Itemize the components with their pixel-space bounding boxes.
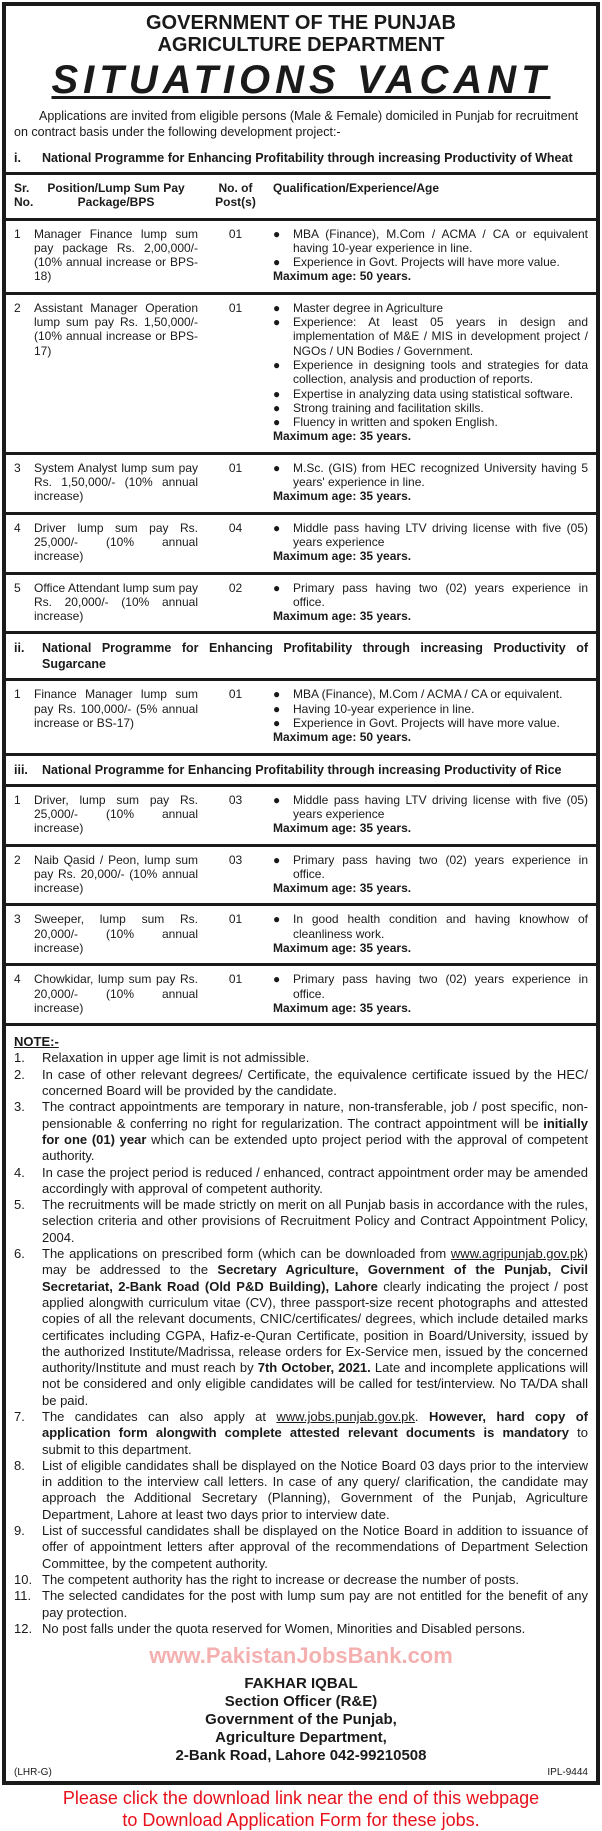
bullet-text: Experience: At least 05 years in design and implementation of M&E / MIS in development project / NGOs / UN Bodies / Government. xyxy=(293,315,588,358)
note-text xyxy=(42,1458,588,1523)
max-age: Maximum age: 35 years. xyxy=(273,549,412,564)
qualification-bullet xyxy=(273,702,588,716)
note-fragment: . xyxy=(414,1409,429,1424)
note-number: 1. xyxy=(14,1050,25,1066)
note-fragment: 7th October, 2021. xyxy=(257,1360,371,1376)
note-item xyxy=(14,1523,588,1572)
note-fragment: In case of other relevant degrees/ Certificate, the equivalence certificate issued by the HEC/ concerned Board will be provided by the candidate. xyxy=(42,1066,588,1099)
note-item xyxy=(14,1588,588,1621)
note-fragment: List of successful candidates shall be displayed on the Notice Board in addition to issuance of offer of appointment letters after approval of the recommendations of Department Selection Committee, by the competent authority. xyxy=(42,1523,588,1571)
row-posts: 01 xyxy=(228,300,243,315)
qualification-bullet xyxy=(273,581,588,610)
qualification-bullet xyxy=(273,972,588,1001)
row-qualification xyxy=(273,972,588,1015)
note-item xyxy=(14,1621,588,1637)
note-text xyxy=(42,1099,588,1164)
row-position: Assistant Manager Operation lump sum pay Rs. 1,50,000/- (10% annual increase or BPS-17) xyxy=(34,300,198,358)
note-text xyxy=(42,1197,588,1246)
section-title-row xyxy=(14,634,588,678)
note-item xyxy=(14,1458,588,1523)
note-fragment: to submit to this department. xyxy=(42,1425,588,1457)
note-fragment: The selected candidates for the post with lump sum pay are not entitled for the benefit of any pay protection. xyxy=(42,1588,588,1620)
qualification-bullet xyxy=(273,716,588,730)
website-link[interactable]: www.jobs.punjab.gov.pk xyxy=(276,1409,415,1424)
row-position: System Analyst lump sum pay Rs. 1,50,000/- (10% annual increase) xyxy=(34,460,198,504)
bullet-icon: ● xyxy=(273,460,281,475)
row-sr: 2 xyxy=(14,852,21,867)
bullet-text: Middle pass having LTV driving license with five (05) years experience xyxy=(293,792,588,821)
max-age: Maximum age: 50 years. xyxy=(273,269,412,284)
table-row xyxy=(6,847,596,907)
note-fragment: Secretary Agriculture, Government of the Punjab, Civil Secretariat, 2-Bank Road (Old P&D Building), Lahore xyxy=(42,1262,588,1294)
note-text xyxy=(42,1409,588,1458)
headline: SITUATIONS VACANT xyxy=(51,58,551,102)
row-sr: 3 xyxy=(14,460,21,475)
table-row xyxy=(6,295,596,455)
vacancy-tables xyxy=(14,140,588,1026)
note-fragment: Late and incomplete applications will not be considered and only eligible candidates will be called for test/interview. No TA/DA shall be paid. xyxy=(42,1360,588,1408)
note-fragment: However, hard copy of application form alongwith complete attested relevant documents is mandatory xyxy=(42,1409,588,1441)
bullet-text: Master degree in Agriculture xyxy=(293,300,444,315)
row-qualification xyxy=(273,461,588,504)
signatory-address: 2-Bank Road, Lahore 042-99210508 xyxy=(175,1747,427,1765)
bullet-text: Primary pass having two (02) years experience in office. xyxy=(293,580,588,609)
qualification-bullet xyxy=(273,793,588,822)
note-fragment: No post falls under the quota reserved for Women, Minorities and Disabled persons. xyxy=(42,1620,526,1636)
bullet-text: Primary pass having two (02) years experience in office. xyxy=(293,972,588,1001)
note-fragment: List of eligible candidates shall be displayed on the Notice Board 03 days prior to the interview in addition to the interview call letters. In case of any query/ clarification, the candidate may approach the Additional Secretary (Planning), Government of the Punjab, Agriculture Department, Lahore at least two days prior to interview date. xyxy=(42,1457,588,1522)
section-heading xyxy=(6,756,596,787)
bullet-text: In good health condition and having knowhow of cleanliness work. xyxy=(293,912,588,941)
bullet-icon: ● xyxy=(273,386,281,401)
row-position: Sweeper, lump sum Rs. 20,000/- (10% annual increase) xyxy=(34,912,198,955)
section-heading xyxy=(6,140,596,172)
note-fragment: The applications on prescribed form (which can be downloaded from xyxy=(42,1246,451,1262)
qualification-bullet xyxy=(273,461,588,490)
max-age: Maximum age: 35 years. xyxy=(273,1000,412,1015)
row-sr: 1 xyxy=(14,687,21,702)
note-fragment: The recruitments will be made strictly on merit on all Punjab basis in accordance with the rules, selection criteria and other provisions of Recruitment Policy and Contract Appointment Policy, 2004. xyxy=(42,1197,588,1245)
row-qualification xyxy=(273,687,588,744)
signature-block xyxy=(14,1675,588,1765)
row-qualification xyxy=(273,853,588,896)
section-title: National Programme for Enhancing Profitability through increasing Productivity of Sugarcane xyxy=(42,641,588,672)
notes-title: NOTE:- xyxy=(14,1034,59,1050)
download-banner[interactable] xyxy=(0,1785,602,1831)
row-posts: 01 xyxy=(228,912,243,927)
row-sr: 1 xyxy=(14,792,21,807)
section-title-row xyxy=(14,756,588,784)
bullet-icon: ● xyxy=(273,792,281,807)
qualification-bullet xyxy=(273,255,588,269)
note-number: 11. xyxy=(14,1588,32,1604)
row-qualification xyxy=(273,227,588,284)
qualification-bullet xyxy=(273,401,588,415)
max-age: Maximum age: 50 years. xyxy=(273,730,412,745)
bullet-icon: ● xyxy=(273,255,281,270)
max-age: Maximum age: 35 years. xyxy=(273,489,412,504)
header-qualification: Qualification/Experience/Age xyxy=(273,181,440,195)
notes-list xyxy=(14,1050,588,1637)
bullet-icon: ● xyxy=(273,912,281,927)
job-advertisement xyxy=(2,2,600,1785)
note-number: 5. xyxy=(14,1197,25,1213)
bullet-text: M.Sc. (GIS) from HEC recognized University having 5 years' experience in line. xyxy=(293,460,588,490)
note-number: 2. xyxy=(14,1066,25,1082)
note-number: 6. xyxy=(14,1246,25,1262)
bullet-icon: ● xyxy=(273,357,281,372)
bullet-text: Experience in designing tools and strategies for data collection, analysis and production of reports. xyxy=(293,357,588,387)
note-text xyxy=(42,1523,588,1572)
bullet-icon: ● xyxy=(273,852,281,867)
table-row xyxy=(6,575,596,635)
note-text xyxy=(42,1246,588,1409)
row-position: Office Attendant lump sum pay Rs. 20,000/- (10% annual increase) xyxy=(34,580,198,624)
note-text xyxy=(42,1067,588,1100)
bullet-icon: ● xyxy=(273,972,281,987)
note-text xyxy=(42,1165,588,1198)
note-fragment: which can be extended upto project period with the approval of competent authority. xyxy=(42,1131,588,1164)
row-qualification xyxy=(273,521,588,564)
row-posts: 03 xyxy=(228,852,243,867)
section-number: i. xyxy=(14,151,21,165)
row-position: Finance Manager lump sum pay Rs. 100,000/- (5% annual increase or BS-17) xyxy=(34,687,198,731)
row-qualification xyxy=(273,301,588,444)
note-number: 12. xyxy=(14,1620,33,1636)
bullet-icon: ● xyxy=(273,400,281,415)
table-row xyxy=(6,681,596,755)
table-row xyxy=(6,906,596,966)
ad-footer xyxy=(14,1767,588,1779)
max-age: Maximum age: 35 years. xyxy=(273,940,412,955)
row-sr: 4 xyxy=(14,972,21,987)
note-number: 4. xyxy=(14,1164,25,1180)
max-age: Maximum age: 35 years. xyxy=(273,821,412,836)
section-number: ii. xyxy=(14,641,25,656)
table-row xyxy=(6,515,596,575)
banner-line-1: Please click the download link near the end of this webpage xyxy=(62,1788,540,1809)
watermark: www.PakistanJobsBank.com xyxy=(149,1643,453,1669)
vacancy-table xyxy=(6,634,596,755)
note-item xyxy=(14,1197,588,1246)
note-text xyxy=(42,1621,588,1637)
note-item xyxy=(14,1067,588,1100)
bullet-text: Having 10-year experience in line. xyxy=(293,701,475,716)
header-sr: Sr. No. xyxy=(14,181,34,210)
bullet-text: Expertise in analyzing data using statistical software. xyxy=(293,386,574,401)
qualification-bullet xyxy=(273,687,588,701)
bullet-icon: ● xyxy=(273,520,281,535)
row-qualification xyxy=(273,581,588,624)
table-header-row xyxy=(6,175,596,221)
section-number: iii. xyxy=(14,762,28,777)
note-fragment: Relaxation in upper age limit is not admissible. xyxy=(42,1050,310,1066)
bullet-icon: ● xyxy=(273,701,281,716)
row-position: Manager Finance lump sum pay package Rs. 2,00,000/- (10% annual increase or BPS-18) xyxy=(34,226,198,284)
bullet-text: Strong training and facilitation skills. xyxy=(293,400,484,415)
note-text xyxy=(42,1572,588,1588)
bullet-text: MBA (Finance), M.Com / ACMA / CA or equivalent having 10-year experience in line. xyxy=(293,226,588,255)
qualification-bullet xyxy=(273,301,588,315)
row-posts: 01 xyxy=(228,226,243,241)
row-qualification xyxy=(273,912,588,955)
intro-text: Applications are invited from eligible persons (Male & Female) domiciled in Punjab for recruitment on contract basis under the following development project:- xyxy=(14,109,579,139)
section-title: National Programme for Enhancing Profitability through increasing Productivity of Rice xyxy=(42,762,562,777)
bullet-text: MBA (Finance), M.Com / ACMA / CA or equivalent. xyxy=(293,687,563,702)
section-heading xyxy=(6,634,596,681)
row-position: Driver, lump sum pay Rs. 25,000/- (10% annual increase) xyxy=(34,792,198,836)
bullet-text: Middle pass having LTV driving license with five (05) years experience xyxy=(293,520,588,549)
table-row xyxy=(6,455,596,515)
note-fragment: The competent authority has the right to increase or decrease the number of posts. xyxy=(42,1571,519,1587)
row-qualification xyxy=(273,793,588,836)
ad-code-right: IPL-9444 xyxy=(547,1767,588,1779)
row-sr: 2 xyxy=(14,300,21,315)
bullet-text: Primary pass having two (02) years experience in office. xyxy=(293,852,588,881)
website-link[interactable]: www.agripunjab.gov.pk xyxy=(450,1246,584,1262)
note-fragment: initially for one (01) year xyxy=(42,1115,588,1147)
note-item xyxy=(14,1246,588,1409)
row-posts: 03 xyxy=(228,792,243,807)
note-fragment: In case the project period is reduced / enhanced, contract appointment order may be amended accordingly with approval of competent authority. xyxy=(42,1164,588,1196)
note-number: 9. xyxy=(14,1523,25,1539)
note-item xyxy=(14,1050,588,1066)
section-title-row xyxy=(14,144,588,172)
note-number: 8. xyxy=(14,1457,25,1473)
bullet-text: Experience in Govt. Projects will have more value. xyxy=(293,716,560,731)
table-row xyxy=(6,787,596,847)
row-sr: 5 xyxy=(14,580,21,595)
bullet-icon: ● xyxy=(273,687,281,702)
note-number: 7. xyxy=(14,1409,25,1424)
max-age: Maximum age: 35 years. xyxy=(273,429,412,444)
row-sr: 3 xyxy=(14,912,21,927)
qualification-bullet xyxy=(273,358,588,387)
note-item xyxy=(14,1165,588,1198)
note-fragment: The contract appointments are temporary in nature, non-transferable, job / post specific, non-pensionable & conferring no right for regularization. The contract appointment will be xyxy=(42,1099,588,1131)
table-row xyxy=(6,966,596,1026)
row-sr: 1 xyxy=(14,226,21,241)
bullet-icon: ● xyxy=(273,226,281,241)
header-position: Position/Lump Sum Pay Package/BPS xyxy=(47,181,185,210)
bullet-text: Experience in Govt. Projects will have more value. xyxy=(293,255,560,270)
qualification-bullet xyxy=(273,912,588,941)
max-age: Maximum age: 35 years. xyxy=(273,609,412,624)
signatory-designation: Section Officer (R&E) xyxy=(224,1693,378,1711)
ad-code-left: (LHR-G) xyxy=(14,1767,52,1779)
note-item xyxy=(14,1099,588,1164)
qualification-bullet xyxy=(273,315,588,358)
row-sr: 4 xyxy=(14,520,21,535)
note-fragment: ) may be addressed to the xyxy=(42,1246,588,1278)
note-fragment: The candidates can also apply at xyxy=(42,1409,277,1424)
department-heading: AGRICULTURE DEPARTMENT xyxy=(157,34,445,56)
qualification-bullet xyxy=(273,521,588,550)
banner-line-2: to Download Application Form for these jobs. xyxy=(122,1810,480,1831)
vacancy-table xyxy=(6,756,596,1027)
row-position: Naib Qasid / Peon, lump sum pay Rs. 20,000/- (10% annual increase) xyxy=(34,852,198,896)
vacancy-table xyxy=(6,172,596,634)
note-item xyxy=(14,1572,588,1588)
row-position: Chowkidar, lump sum pay Rs. 20,000/- (10% annual increase) xyxy=(34,972,198,1015)
note-text xyxy=(42,1588,588,1621)
qualification-bullet xyxy=(273,415,588,429)
table-row xyxy=(6,221,596,295)
note-text xyxy=(42,1050,588,1066)
bullet-icon: ● xyxy=(273,415,281,430)
government-heading: GOVERNMENT OF THE PUNJAB xyxy=(145,12,457,34)
qualification-bullet xyxy=(273,853,588,882)
section-title: National Programme for Enhancing Profitability through increasing Productivity of Wheat xyxy=(42,151,573,165)
bullet-icon: ● xyxy=(273,580,281,595)
signatory-name: FAKHAR IQBAL xyxy=(244,1675,358,1693)
note-fragment: clearly indicating the project / post applied alongwith curriculum vitae (CV), three passport-size recent photographs and attested copies of all the relevant documents, CNIC/certificates/ degrees, which include detailed marks certificates including CGPA, Hafiz-e-Quran Certificate, position in Board/University, issued by the authorized Institute/Madrissa, release orders for Ex-Service men, issued by the concerned authority/Institute and must reach by xyxy=(42,1278,588,1376)
row-posts: 01 xyxy=(228,687,243,702)
row-posts: 01 xyxy=(228,460,243,475)
note-number: 10. xyxy=(14,1571,33,1587)
row-posts: 01 xyxy=(228,972,243,987)
bullet-icon: ● xyxy=(273,315,281,330)
max-age: Maximum age: 35 years. xyxy=(273,881,412,896)
signatory-dept: Agriculture Department, xyxy=(215,1729,387,1747)
note-number: 3. xyxy=(14,1099,25,1115)
header-posts: No. of Post(s) xyxy=(215,181,256,210)
signatory-org: Government of the Punjab, xyxy=(205,1711,397,1729)
bullet-icon: ● xyxy=(273,300,281,315)
qualification-bullet xyxy=(273,387,588,401)
qualification-bullet xyxy=(273,227,588,256)
note-item xyxy=(14,1409,588,1458)
row-posts: 02 xyxy=(228,580,243,595)
bullet-text: Fluency in written and spoken English. xyxy=(293,415,498,430)
notes-section xyxy=(14,1026,588,1637)
row-posts: 04 xyxy=(228,520,243,535)
row-position: Driver lump sum pay Rs. 25,000/- (10% annual increase) xyxy=(34,520,198,564)
bullet-icon: ● xyxy=(273,716,281,731)
